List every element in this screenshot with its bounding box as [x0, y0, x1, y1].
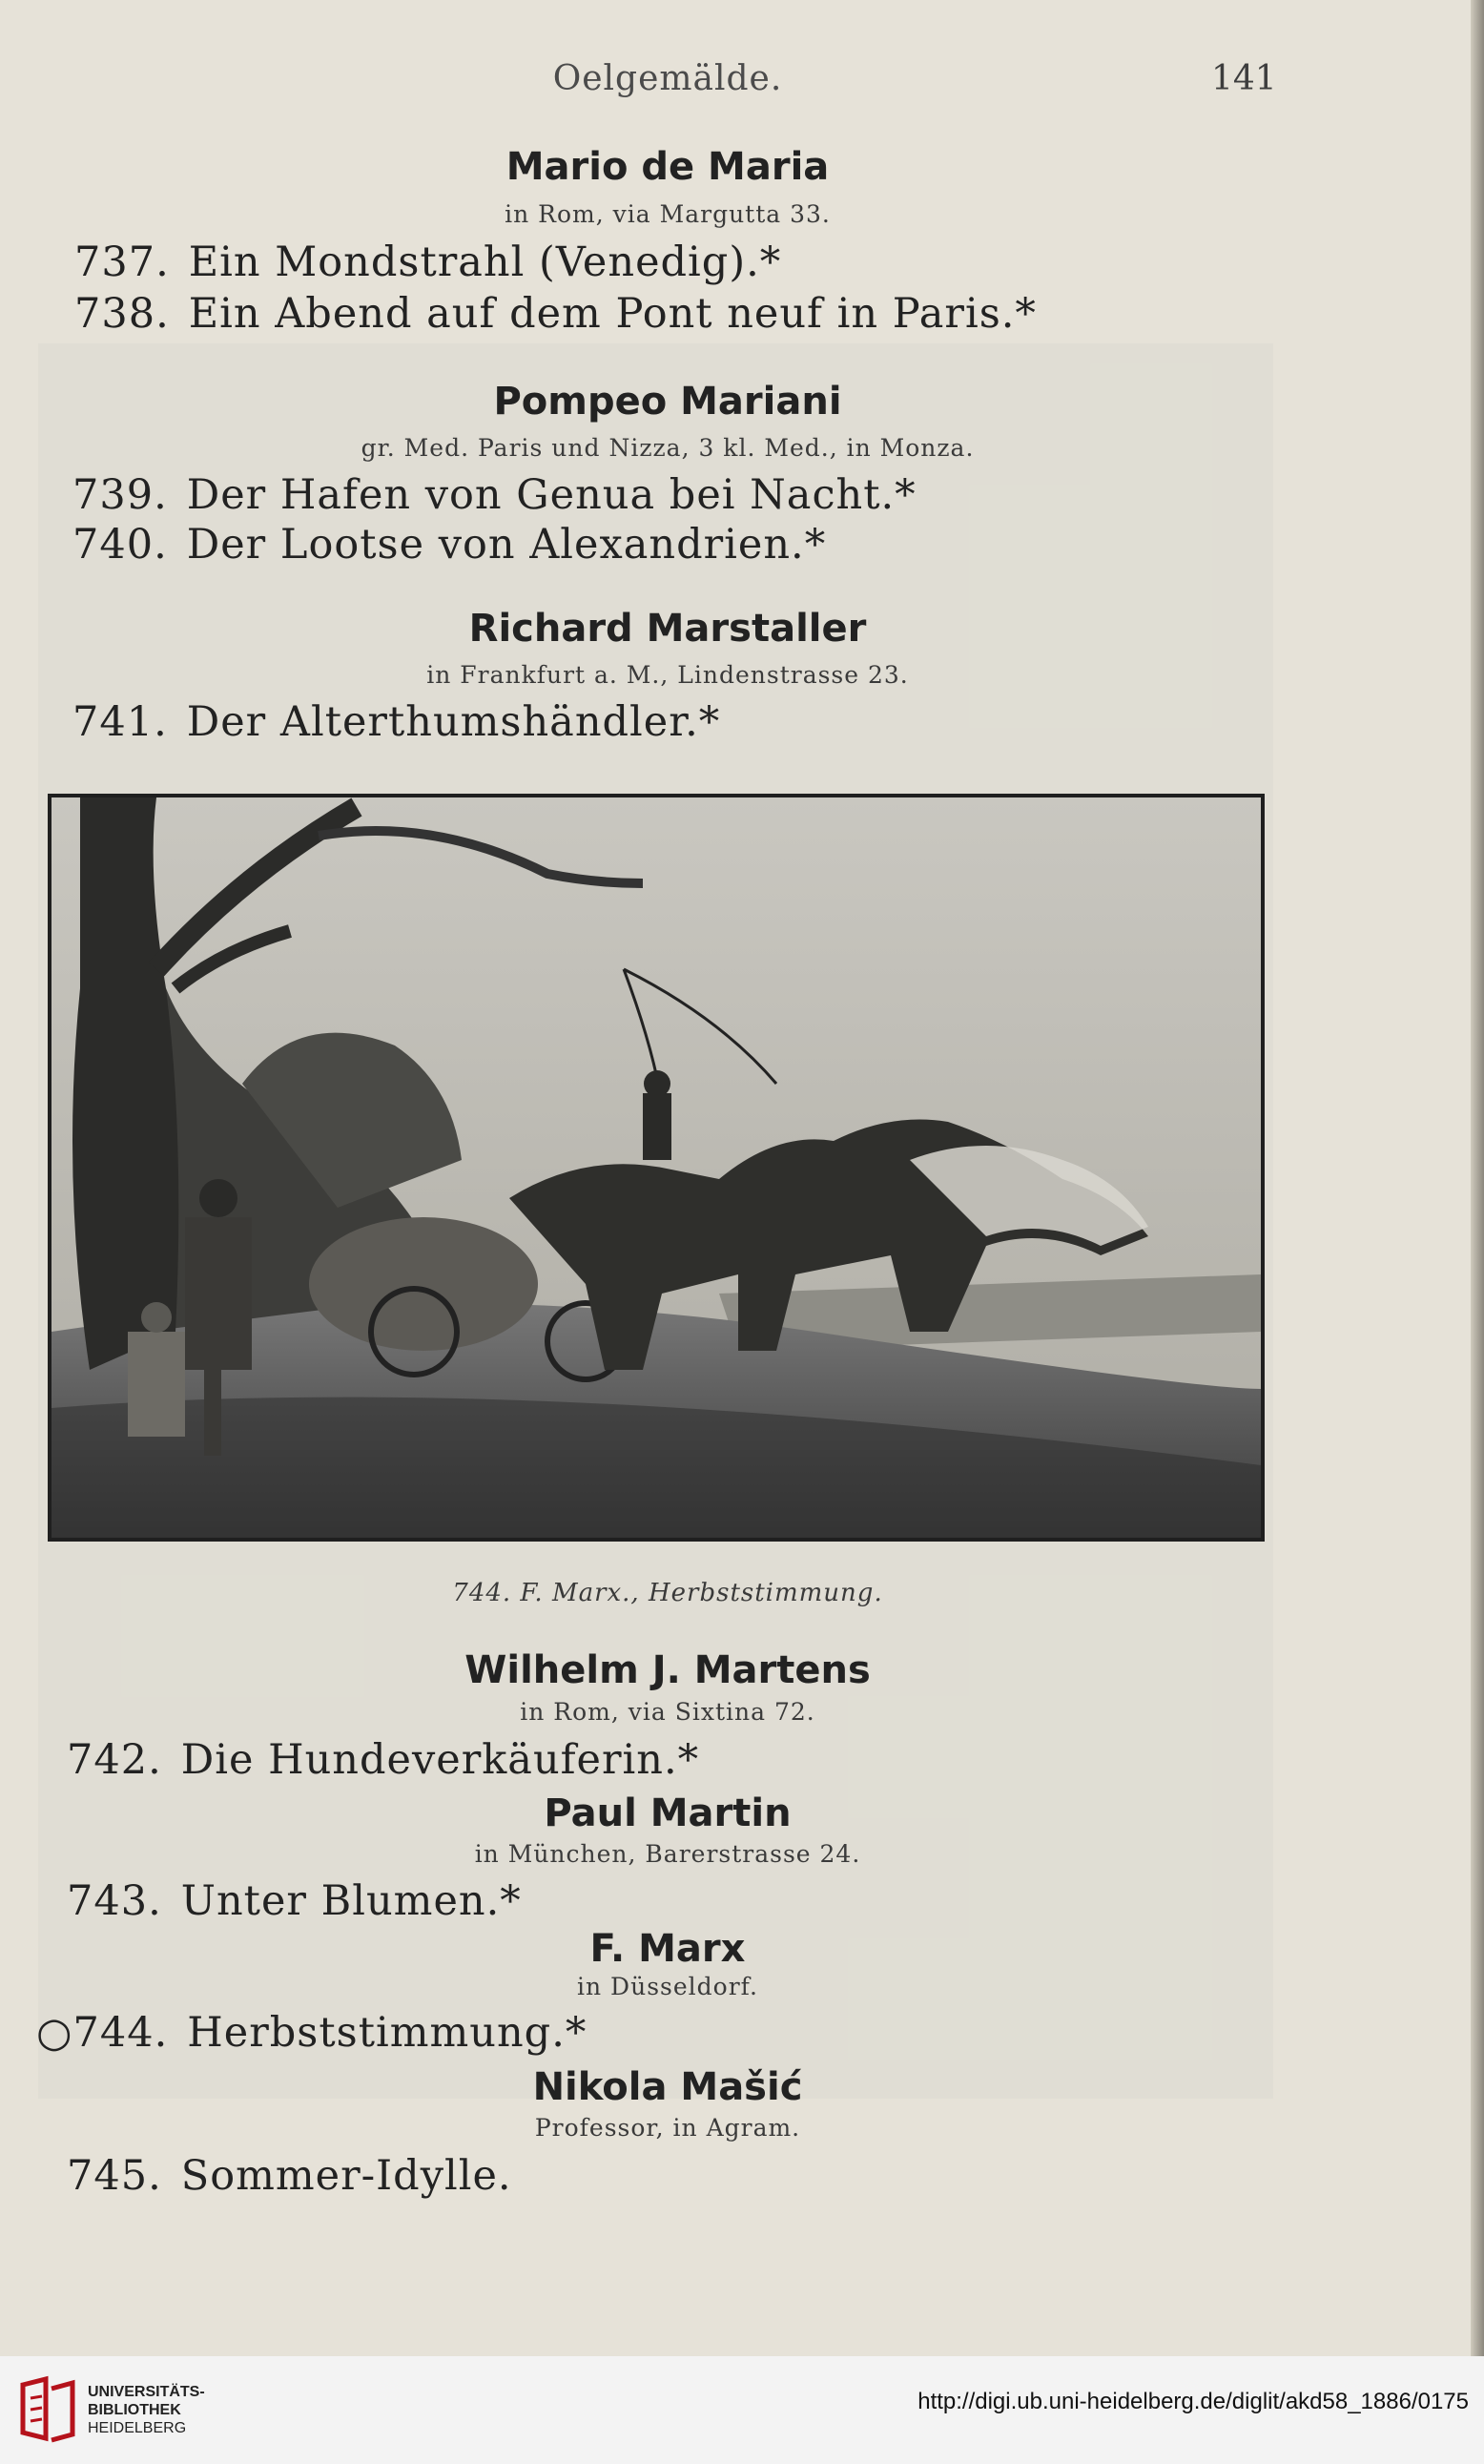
entry-number: 739. — [72, 471, 168, 519]
catalog-entry — [74, 238, 781, 286]
entry-number: 737. — [74, 238, 170, 286]
entry-number: ○744. — [36, 2009, 169, 2057]
rider — [643, 1093, 671, 1160]
rider-head — [644, 1070, 670, 1097]
man-figure — [185, 1217, 252, 1370]
man-legs — [204, 1370, 221, 1456]
man-head — [199, 1179, 237, 1217]
entry-number: 742. — [67, 1736, 162, 1784]
artist-name: Pompeo Mariani — [493, 380, 842, 424]
artist-address: gr. Med. Paris und Nizza, 3 kl. Med., in Monza. — [361, 434, 975, 462]
catalog-entry — [67, 1736, 699, 1784]
artist-address: in Rom, via Margutta 33. — [505, 200, 831, 228]
library-name-line: UNIVERSITÄTS- — [88, 2384, 205, 2400]
artist-name: F. Marx — [589, 1927, 746, 1971]
hay-wagon — [309, 1217, 538, 1351]
entry-title: Der Hafen von Genua bei Nacht.* — [186, 471, 917, 519]
entry-number: 741. — [72, 698, 168, 746]
artist-name: Wilhelm J. Martens — [464, 1648, 871, 1692]
permalink-url[interactable]: http://digi.ub.uni-heidelberg.de/diglit/akd58_1886/0175 — [917, 2389, 1469, 2414]
catalog-entry — [36, 2009, 587, 2057]
entry-number: 740. — [72, 521, 168, 569]
entry-title: Ein Mondstrahl (Venedig).* — [188, 238, 782, 286]
artist-name: Mario de Maria — [505, 145, 830, 189]
entry-title: Die Hundeverkäuferin.* — [180, 1736, 700, 1784]
autumn-landscape-illustration — [52, 797, 1261, 1538]
child-head — [141, 1302, 172, 1333]
entry-number: 743. — [67, 1877, 162, 1925]
artist-address: in Rom, via Sixtina 72. — [520, 1698, 815, 1726]
entry-number: 745. — [67, 2152, 162, 2200]
catalog-entry — [67, 1877, 522, 1925]
artist-address: Professor, in Agram. — [534, 2114, 801, 2142]
library-name-line: BIBLIOTHEK — [88, 2402, 181, 2418]
entry-title: Sommer-Idylle. — [180, 2152, 512, 2200]
viewer-footer — [0, 2356, 1484, 2464]
entry-title: Der Alterthumshändler.* — [186, 698, 721, 746]
entry-title: Herbststimmung.* — [187, 2009, 587, 2057]
library-name-line: HEIDELBERG — [88, 2420, 187, 2436]
university-library-logo-icon[interactable] — [17, 2375, 78, 2444]
catalog-entry — [72, 698, 720, 746]
artist-name: Richard Marstaller — [468, 607, 867, 651]
catalog-entry — [67, 2152, 512, 2200]
page-number: 141 — [1211, 59, 1277, 98]
plate-caption: 744. F. Marx., Herbststimmung. — [452, 1579, 883, 1607]
entry-title: Unter Blumen.* — [180, 1877, 522, 1925]
catalog-entry — [72, 471, 917, 519]
entry-title: Ein Abend auf dem Pont neuf in Paris.* — [188, 290, 1037, 338]
catalog-entry — [72, 521, 826, 569]
entry-title: Der Lootse von Alexandrien.* — [186, 521, 827, 569]
running-head: Oelgemälde. — [552, 59, 783, 98]
catalog-entry — [74, 290, 1037, 338]
library-name[interactable] — [88, 2383, 205, 2437]
artist-name: Nikola Mašić — [532, 2065, 803, 2109]
artist-address: in Frankfurt a. M., Lindenstrasse 23. — [426, 661, 909, 689]
entry-number: 738. — [74, 290, 170, 338]
illustration-plate — [48, 794, 1265, 1542]
artist-address: in Düsseldorf. — [577, 1973, 758, 2000]
artist-address: in München, Barerstrasse 24. — [474, 1840, 861, 1868]
page-edge — [1471, 0, 1484, 2356]
child-figure — [128, 1332, 185, 1437]
artist-name: Paul Martin — [544, 1791, 792, 1835]
